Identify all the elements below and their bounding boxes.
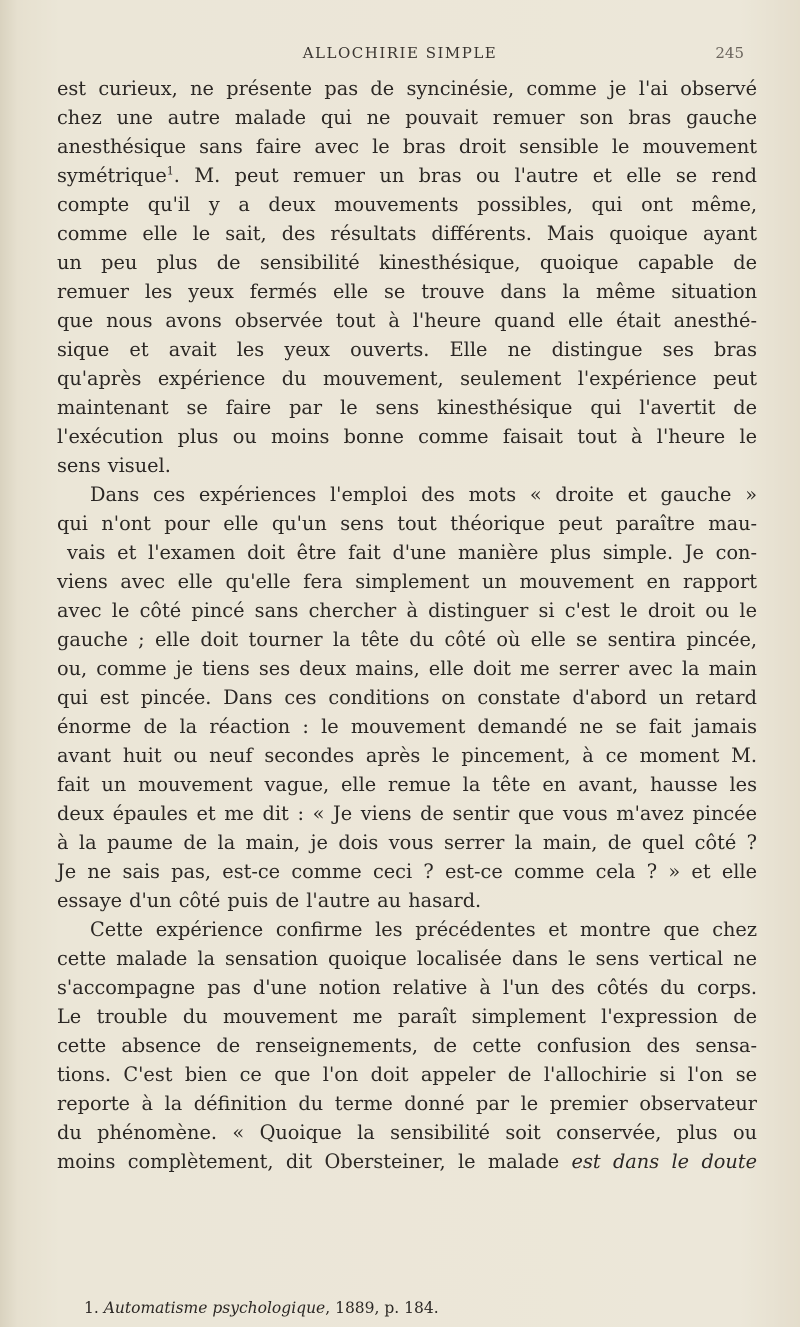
- italic-phrase: est dans le doute: [571, 1150, 757, 1173]
- text-line: l'exécution plus ou moins bonne comme faisait tout à l'heure le: [57, 425, 757, 448]
- text-line: deux épaules et me dit : « Je viens de sentir que vous m'avez pincée: [57, 802, 757, 825]
- text-line: ou, comme je tiens ses deux mains, elle doit me serrer avec la main: [57, 657, 757, 680]
- text-fragment: . M. peut remuer un bras ou l'autre et elle se rend: [173, 164, 757, 187]
- text-line: anesthésique sans faire avec le bras droit sensible le mouvement: [57, 135, 757, 158]
- text-line: s'accompagne pas d'une notion relative à l'un des côtés du corps.: [57, 976, 757, 999]
- text-line: [57, 161, 757, 190]
- text-line: qui n'ont pour elle qu'un sens tout théorique peut paraître mau-: [57, 512, 757, 535]
- text-line: [57, 1147, 757, 1176]
- text-line: chez une autre malade qui ne pouvait remuer son bras gauche: [57, 106, 757, 129]
- text-line: gauche ; elle doit tourner la tête du côté où elle se sentira pincée,: [57, 628, 757, 651]
- text-fragment: symétrique: [57, 164, 167, 187]
- text-line: reporte à la définition du terme donné par le premier observateur: [57, 1092, 757, 1115]
- text-line: Dans ces expériences l'emploi des mots « droite et gauche »: [90, 483, 757, 506]
- text-line: du phénomène. « Quoique la sensibilité soit conservée, plus ou: [57, 1121, 757, 1144]
- text-line: sens visuel.: [57, 454, 171, 477]
- text-line: Le trouble du mouvement me paraît simplement l'expression de: [57, 1005, 757, 1028]
- text-line: compte qu'il y a deux mouvements possibles, qui ont même,: [57, 193, 757, 216]
- text-line: viens avec elle qu'elle fera simplement un mouvement en rapport: [57, 570, 757, 593]
- page-number: 245: [715, 44, 744, 62]
- text-line: cette malade la sensation quoique localisée dans le sens vertical ne: [57, 947, 757, 970]
- text-line: cette absence de renseignements, de cette confusion des sensa-: [57, 1034, 757, 1057]
- text-line: avant huit ou neuf secondes après le pincement, à ce moment M.: [57, 744, 757, 767]
- text-line: vais et l'examen doit être fait d'une manière plus simple. Je con-: [67, 541, 757, 564]
- text-line: est curieux, ne présente pas de syncinésie, comme je l'ai observé: [57, 77, 757, 100]
- body-text: [57, 74, 757, 1176]
- footnote-title: Automatisme psychologique: [103, 1299, 326, 1317]
- footnote-citation: , 1889, p. 184.: [325, 1299, 439, 1317]
- text-line: avec le côté pincé sans chercher à distinguer si c'est le droit ou le: [57, 599, 757, 622]
- page-header: [0, 44, 800, 68]
- footnote-number: 1.: [84, 1299, 99, 1317]
- text-line: sique et avait les yeux ouverts. Elle ne distingue ses bras: [57, 338, 757, 361]
- text-line: qu'après expérience du mouvement, seulement l'expérience peut: [57, 367, 757, 390]
- text-line: Je ne sais pas, est-ce comme ceci ? est-ce comme cela ? » et elle: [57, 860, 757, 883]
- text-line: essaye d'un côté puis de l'autre au hasard.: [57, 889, 482, 912]
- running-title: ALLOCHIRIE SIMPLE: [302, 44, 498, 62]
- text-line: tions. C'est bien ce que l'on doit appeler de l'allochirie si l'on se: [57, 1063, 757, 1086]
- text-line: comme elle le sait, des résultats différents. Mais quoique ayant: [57, 222, 757, 245]
- footnote-marker: 1: [166, 164, 174, 178]
- footnote: [84, 1299, 439, 1317]
- text-fragment: moins complètement, dit Obersteiner, le malade: [57, 1150, 560, 1173]
- text-line: énorme de la réaction : le mouvement demandé ne se fait jamais: [57, 715, 757, 738]
- text-line: remuer les yeux fermés elle se trouve dans la même situation: [57, 280, 757, 303]
- text-line: Cette expérience confirme les précédentes et montre que chez: [90, 918, 757, 941]
- text-line: à la paume de la main, je dois vous serrer la main, de quel côté ?: [57, 831, 757, 854]
- text-line: maintenant se faire par le sens kinesthésique qui l'avertit de: [57, 396, 757, 419]
- text-line: qui est pincée. Dans ces conditions on constate d'abord un retard: [57, 686, 757, 709]
- text-line: que nous avons observée tout à l'heure quand elle était anesthé-: [57, 309, 757, 332]
- text-line: un peu plus de sensibilité kinesthésique, quoique capable de: [57, 251, 757, 274]
- text-line: fait un mouvement vague, elle remue la tête en avant, hausse les: [57, 773, 757, 796]
